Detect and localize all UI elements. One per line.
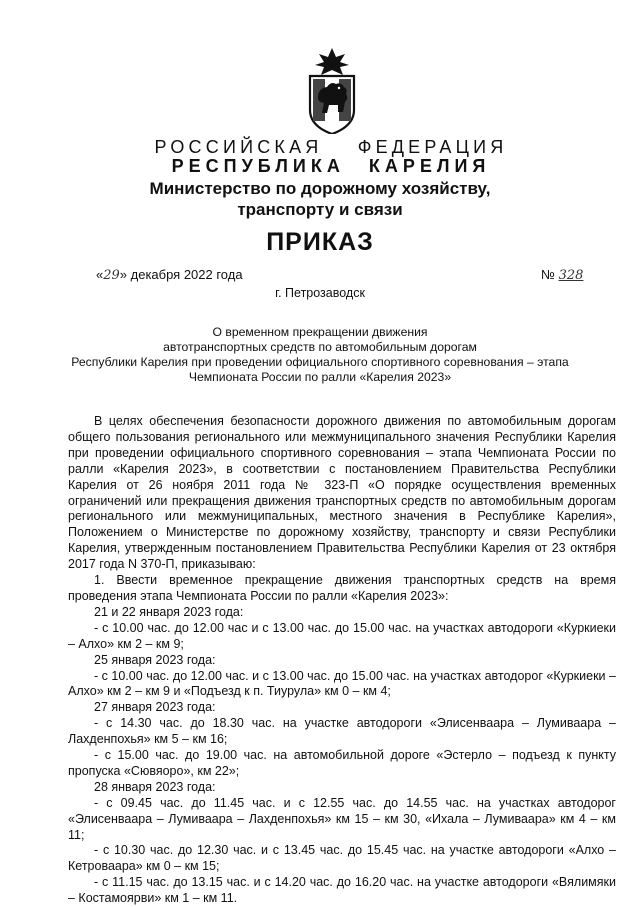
ministry-line-1: Министерство по дорожному хозяйству, — [149, 179, 491, 198]
number-label: № — [541, 267, 555, 282]
subject-line-2: автотранспортных средств по автомобильным дорогам — [163, 340, 477, 354]
karelia-coat-of-arms-icon — [305, 48, 359, 134]
handwritten-number: 328 — [558, 268, 584, 283]
schedule-entry: - с 11.15 час. до 13.15 час. и с 14.20 час. до 16.20 час. на участке автодороги «Вялимяки – Костамоярви» км 1 – км 11. — [68, 875, 616, 906]
schedule-entry: - с 14.30 час. до 18.30 час. на участке автодороги «Элисенваара – Лумиваара – Лахденпохья» км 5 – км 16; — [68, 716, 616, 747]
schedule-entry: - с 10.30 час. до 12.30 час. и с 13.45 час. до 15.45 час. на участке автодороги «Алхо – Кетроваара» км 0 – км 15; — [68, 843, 616, 874]
city-name: г. Петрозаводск — [275, 286, 365, 300]
schedule-entry: - с 15.00 час. до 19.00 час. на автомобильной дороге «Эстерло – подъезд к пункту пропуска «Сювяоро», км 22»; — [68, 748, 616, 778]
republic-title: РЕСПУБЛИКА КАРЕЛИЯ — [171, 156, 491, 176]
date-heading: 28 января 2023 года: — [94, 779, 216, 794]
subject-line-1: О временном прекращении движения — [212, 325, 428, 339]
date-open-quote: « — [96, 267, 104, 282]
order-date — [96, 267, 243, 283]
ministry-line-2: транспорту и связи — [237, 200, 403, 219]
schedule-entry: - с 10.00 час. до 12.00 час. и с 13.00 час. до 15.00 час. на участках автодорог «Куркиеки – Алхо» км 2 – км 9 и «Подъезд к п. Тиурула» км 0 – км 4; — [68, 668, 616, 699]
country-title: РОССИЙСКАЯ ФЕДЕРАЦИЯ — [154, 137, 508, 157]
item-1-paragraph: 1. Ввести временное прекращение движения транспортных средств на время проведения этапа Чемпионата России по ралли «Карелия 2023»: — [68, 573, 616, 603]
document-type-title: ПРИКАЗ — [266, 228, 374, 256]
schedule-entry: - с 09.45 час. до 11.45 час. и с 12.55 час. до 14.55 час. на участках автодорог «Элисенваара – Лумиваара – Лахденпохья» км 15 – км 30, «Ихала – Лумиваара» км 4 – км 11; — [68, 795, 616, 842]
handwritten-day: 29 — [103, 268, 120, 283]
date-rest: » декабря 2022 года — [119, 267, 243, 282]
order-body — [68, 414, 616, 907]
subject-line-4: Чемпионата России по ралли «Карелия 2023» — [188, 370, 452, 384]
date-heading: 21 и 22 января 2023 года: — [94, 604, 244, 619]
date-heading: 27 января 2023 года: — [94, 700, 216, 715]
order-number — [541, 267, 583, 283]
subject-line-3: Республики Карелия при проведении официального спортивного соревнования – этапа — [71, 355, 569, 369]
preamble-paragraph: В целях обеспечения безопасности дорожного движения по автомобильным дорогам общего пользования регионального или межмуниципального значения Республики Карелия при проведении официального спортивного соревнования – этапа Чемпионата России по ралли «Карелия 2023», в соответствии с постановлением Правительства Республики Карелия от 26 ноября 2011 года № 323-П «О порядке осуществления временных ограничений или прекращения движения транспортных средств по автомобильным дорогам регионального или межмуниципальных, местного значения в Республике Карелия», Положением о Министерстве по дорожному хозяйству, транспорту и связи Республики Карелия, утвержденным постановлением Правительства Республики Карелия от 23 октября 2017 года N 370-П, приказываю: — [68, 414, 616, 572]
schedule-entry: - с 10.00 час. до 12.00 час и с 13.00 час. до 15.00 час. на участках автодороги «Куркиеки – Алхо» км 2 – км 9; — [68, 620, 616, 651]
date-heading: 25 января 2023 года: — [94, 652, 216, 667]
ministry-title — [0, 178, 640, 220]
order-subject — [60, 325, 580, 385]
